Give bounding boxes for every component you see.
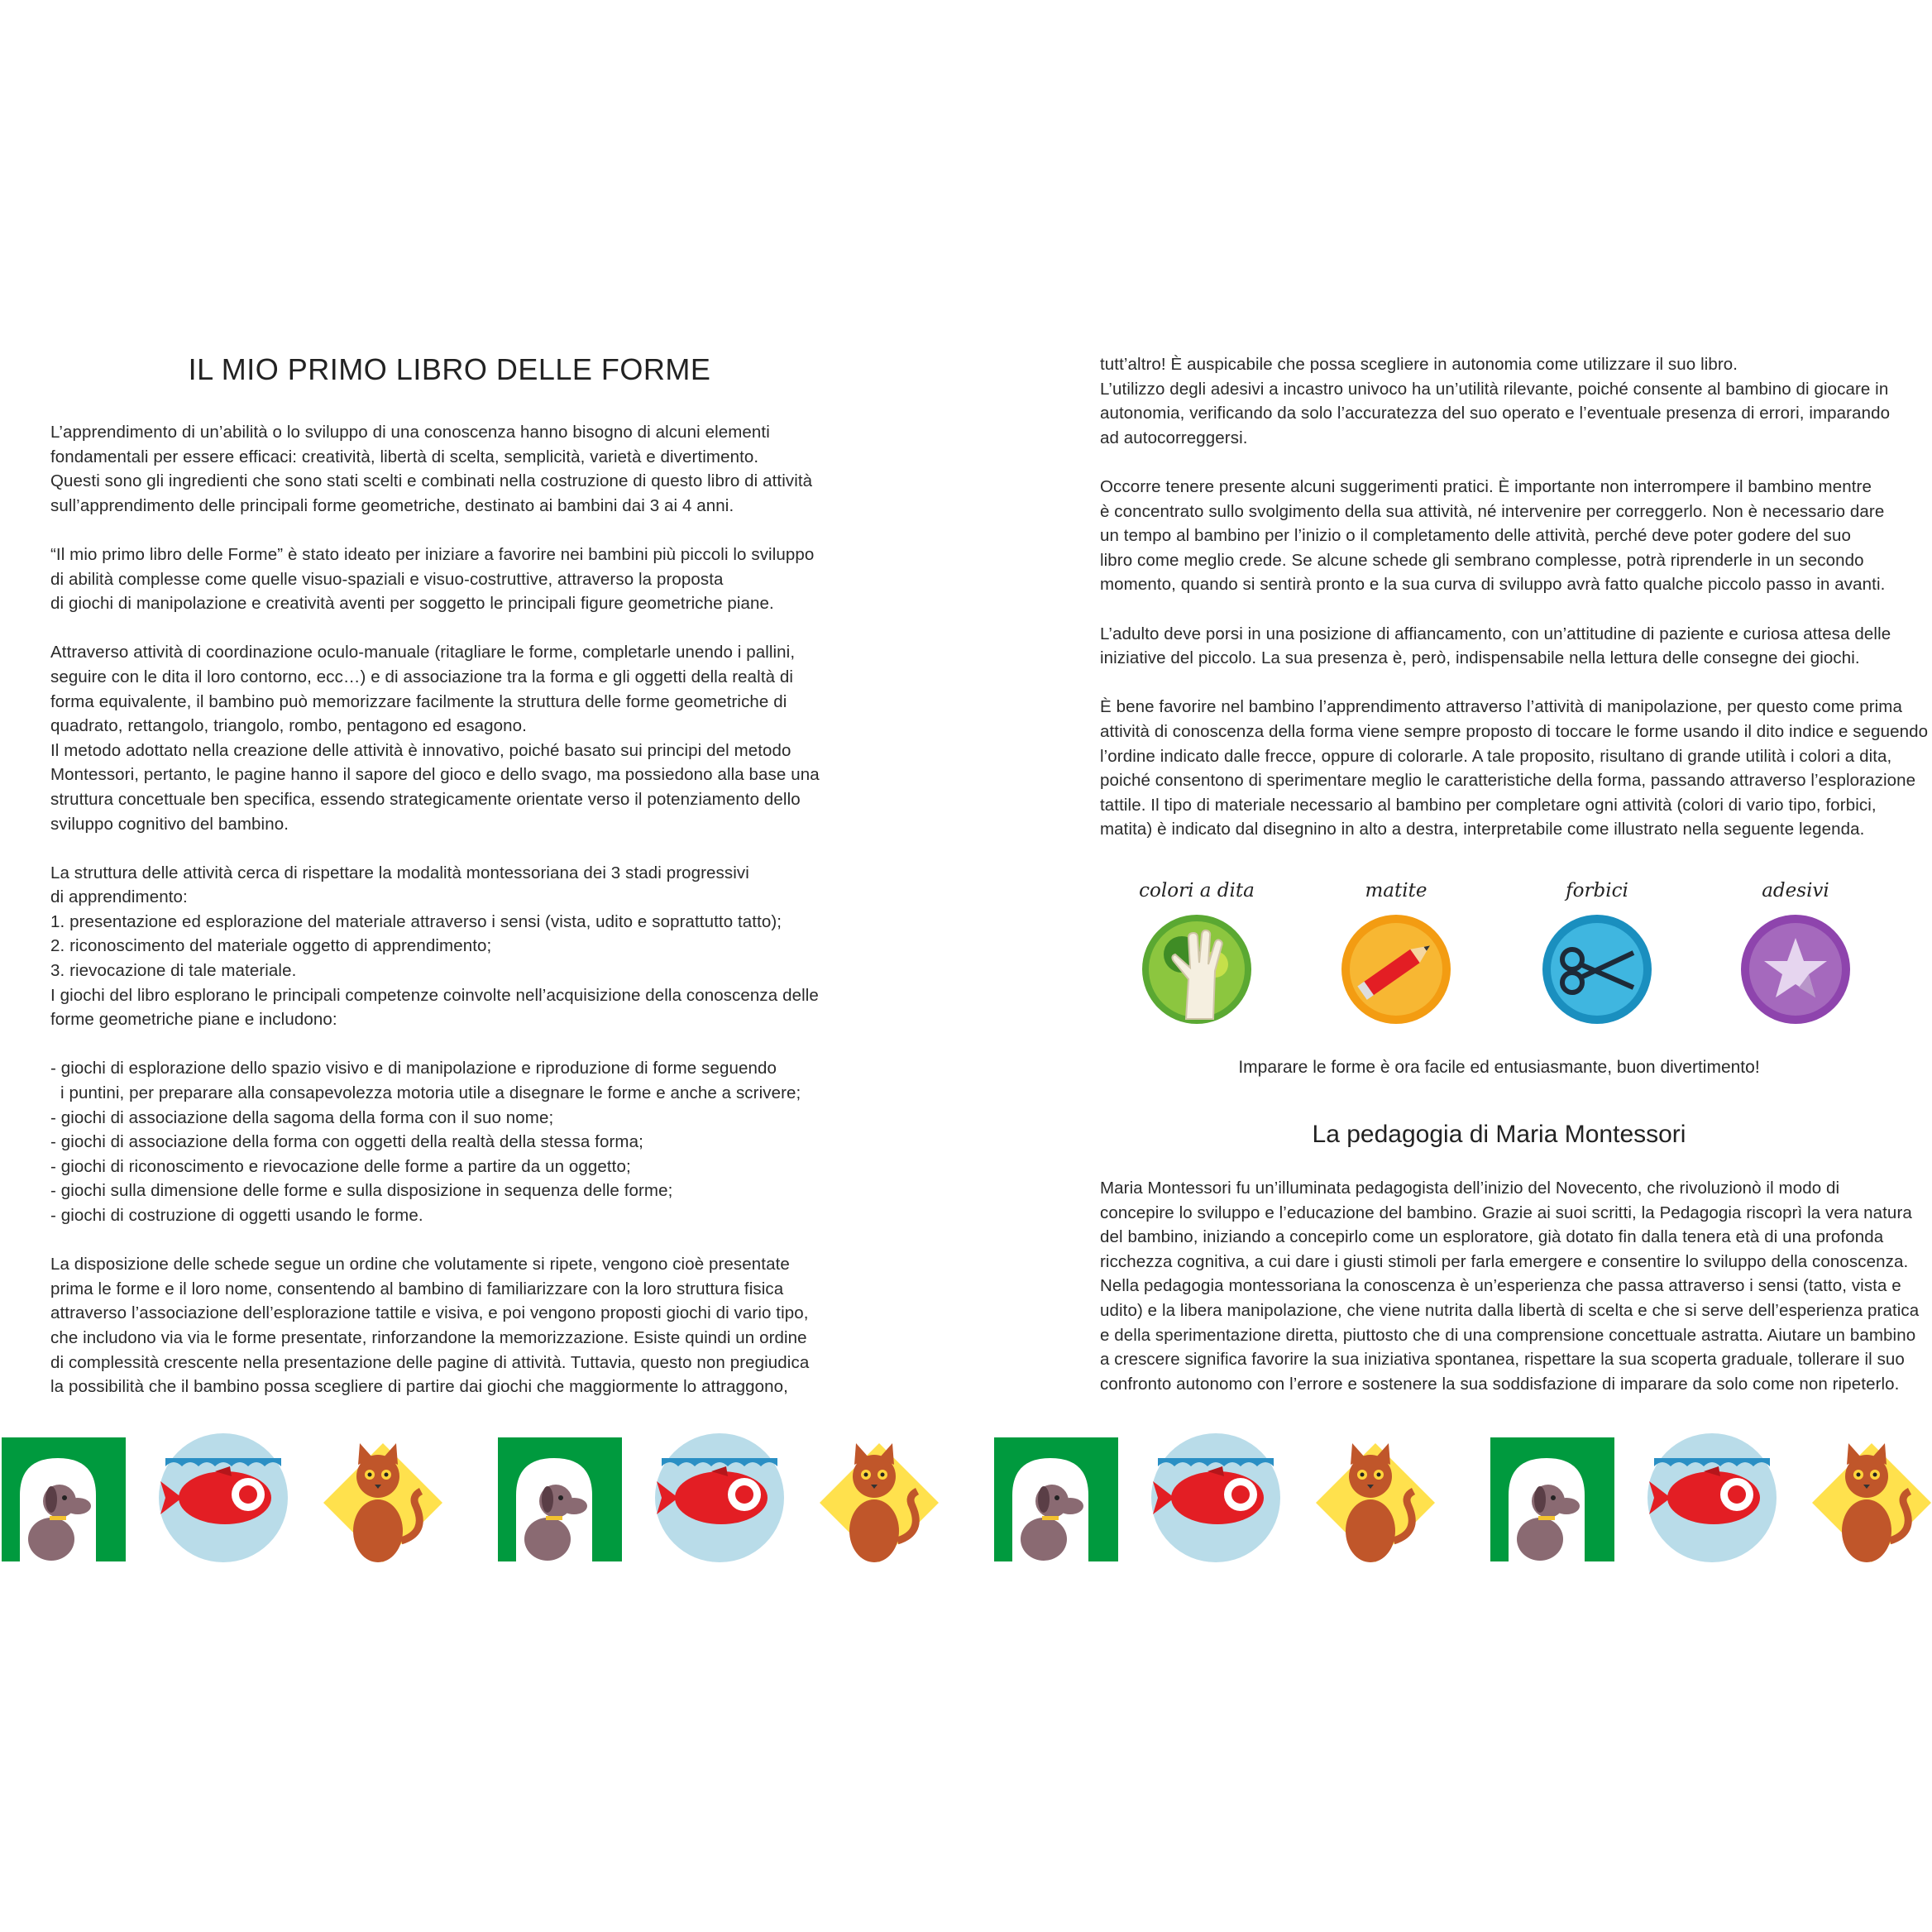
legend-item-pencils bbox=[1313, 877, 1479, 1026]
text-line: Nella pedagogia montessoriana la conoscenza è un’esperienza che passa attraverso i sensi (tatto, vista e bbox=[1100, 1276, 1901, 1296]
cat-icon bbox=[1316, 1443, 1435, 1562]
text-line: ricchezza cognitiva, a cui dare i giusti stimoli per farla emergere e consentire lo sviluppo della conoscenza. bbox=[1100, 1251, 1909, 1271]
legend-item-stickers bbox=[1713, 877, 1878, 1026]
text-line: di giochi di manipolazione e creatività aventi per soggetto le principali figure geometriche piane. bbox=[50, 594, 774, 614]
decorative-animal-band bbox=[0, 1433, 1932, 1562]
right-text-column bbox=[1100, 352, 1929, 842]
text-line: - giochi sulla dimensione delle forme e sulla disposizione in sequenza delle forme; bbox=[50, 1181, 673, 1201]
dog-icon bbox=[498, 1437, 622, 1561]
text-line: a crescere significa favorire la sua iniziativa spontanea, rispettare la sua scoperta graduale, tollerare il suo bbox=[1100, 1350, 1905, 1370]
paragraph-gap bbox=[50, 836, 844, 861]
text-line: fondamentali per essere efficaci: creatività, libertà di scelta, semplicità, varietà e divertimento. bbox=[50, 447, 759, 466]
paragraph-gap bbox=[50, 1228, 844, 1253]
text-line: che includono via via le forme presentate, rinforzandone la memorizzazione. Esiste quindi un ordine bbox=[50, 1327, 807, 1347]
text-line: autonomia, verificando da solo l’accuratezza del suo operato e l’eventuale presenza di errori, imparando bbox=[1100, 404, 1891, 423]
text-line: Questi sono gli ingredienti che sono stati scelti e combinati nella costruzione di questo libro di attività bbox=[50, 471, 813, 491]
montessori-text-column bbox=[1100, 1176, 1919, 1396]
text-line: momento, quando si sentirà pronto e la sua curva di sviluppo avrà fatto qualche piccolo passo in avanti. bbox=[1100, 575, 1886, 595]
text-line: libro come meglio crede. Se alcune schede gli sembrano complesse, potrà riprenderle in un secondo bbox=[1100, 550, 1864, 570]
text-line: prima le forme e il loro nome, consentendo al bambino di familiarizzare con la loro struttura fisica bbox=[50, 1279, 784, 1298]
text-line: attività di conoscenza della forma viene sempre proposto di toccare le forme usando il dito indice e seguendo bbox=[1100, 721, 1929, 741]
text-line: 2. riconoscimento del materiale oggetto di apprendimento; bbox=[50, 936, 492, 956]
text-line: udito) e la libera manipolazione, che viene nutrita dalla libertà di scelta e che si serve dell’esperienza pratica bbox=[1100, 1300, 1920, 1320]
closing-line: Imparare le forme è ora facile ed entusiasmante, buon divertimento! bbox=[1238, 1058, 1760, 1077]
scissors-icon bbox=[1541, 913, 1653, 1026]
fish-icon bbox=[1151, 1433, 1280, 1562]
text-line: confronto autonomo con l’errore e sostenere la sua soddisfazione di imparare da solo come non ripeterlo. bbox=[1100, 1374, 1900, 1394]
text-line: iniziative del piccolo. La sua presenza è, però, indispensabile nella lettura delle consegne dei giochi. bbox=[1100, 648, 1860, 668]
text-line: poiché consentono di sperimentare meglio le caratteristiche della forma, passando attraverso l’esplorazione bbox=[1100, 771, 1916, 791]
cat-icon bbox=[323, 1443, 442, 1562]
section-subtitle: La pedagogia di Maria Montessori bbox=[1312, 1121, 1686, 1148]
text-line: matita) è indicato dal disegnino in alto a destra, interpretabile come illustrato nella seguente legenda. bbox=[1100, 820, 1865, 839]
text-line: Occorre tenere presente alcuni suggerimenti pratici. È importante non interrompere il bambino mentre bbox=[1100, 476, 1872, 496]
dog-icon bbox=[1490, 1437, 1614, 1561]
legend-label: adesivi bbox=[1762, 880, 1829, 901]
text-line: l’ordine indicato dalle frecce, oppure di colorarle. A tale proposito, risultano di grande utilità i colori a dita, bbox=[1100, 746, 1892, 766]
cat-icon bbox=[820, 1443, 939, 1562]
text-line: struttura concettuale ben specifica, essendo strategicamente orientate verso il potenziamento dello bbox=[50, 789, 801, 809]
paragraph-gap bbox=[50, 518, 844, 543]
legend-label: matite bbox=[1365, 880, 1427, 901]
text-line: È bene favorire nel bambino l’apprendimento attraverso l’attività di manipolazione, per questo come prima bbox=[1100, 697, 1902, 717]
text-line: ad autocorreggersi. bbox=[1100, 428, 1248, 447]
text-line: forma equivalente, il bambino può memorizzare facilmente la struttura delle forme geometriche di bbox=[50, 691, 787, 711]
text-line: forme geometriche piane e includono: bbox=[50, 1010, 337, 1030]
text-line: L’adulto deve porsi in una posizione di affiancamento, con un’attitudine di paziente e curiosa attesa delle bbox=[1100, 624, 1891, 643]
text-line: un tempo al bambino per l’inizio o il completamento delle attività, perché deve poter godere del suo bbox=[1100, 526, 1851, 546]
text-line: quadrato, rettangolo, triangolo, rombo, pentagono ed esagono. bbox=[50, 716, 527, 736]
text-line: I giochi del libro esplorano le principali competenze coinvolte nell’acquisizione della conoscenza delle bbox=[50, 985, 819, 1005]
paragraph-gap bbox=[50, 1032, 844, 1057]
cat-icon bbox=[1812, 1443, 1931, 1562]
text-line: L’utilizzo degli adesivi a incastro univoco ha un’utilità rilevante, poiché consente al bambino di giocare in bbox=[1100, 379, 1889, 399]
materials-legend bbox=[1100, 877, 1910, 1034]
text-line: L’apprendimento di un’abilità o lo sviluppo di una conoscenza hanno bisogno di alcuni elementi bbox=[50, 423, 770, 442]
text-line: - giochi di riconoscimento e rievocazione delle forme a partire da un oggetto; bbox=[50, 1156, 631, 1176]
text-line: di apprendimento: bbox=[50, 887, 188, 907]
paragraph-gap bbox=[1100, 671, 1910, 696]
fish-icon bbox=[655, 1433, 784, 1562]
text-line: 3. rievocazione di tale materiale. bbox=[50, 961, 297, 981]
legend-label: colori a dita bbox=[1139, 880, 1255, 901]
sticker-icon bbox=[1739, 913, 1852, 1026]
dog-icon bbox=[2, 1437, 126, 1561]
text-line: - giochi di esplorazione dello spazio visivo e di manipolazione e riproduzione di forme seguendo bbox=[50, 1059, 777, 1078]
text-line: tattile. Il tipo di materiale necessario al bambino per completare ogni attività (colori di vario tipo, forbici, bbox=[1100, 795, 1877, 815]
text-line: la possibilità che il bambino possa scegliere di partire dai giochi che maggiormente lo attraggono, bbox=[50, 1377, 788, 1397]
text-line: - giochi di costruzione di oggetti usando le forme. bbox=[50, 1206, 423, 1225]
text-line: è concentrato sullo svolgimento della sua attività, né intervenire per correggerlo. Non è necessario dare bbox=[1100, 501, 1885, 521]
legend-item-finger-paint bbox=[1114, 877, 1279, 1026]
legend-label: forbici bbox=[1566, 880, 1628, 901]
text-line: del bambino, iniziando a concepirlo come un esploratore, già dotato fin dalla tenera età di una profonda bbox=[1100, 1227, 1884, 1247]
text-line: concepire lo sviluppo e l’educazione del bambino. Grazie ai suoi scritti, la Pedagogia riscoprì la vera natura bbox=[1100, 1203, 1912, 1222]
text-line: Montessori, pertanto, le pagine hanno il sapore del gioco e dello svago, ma possiedono alla base una bbox=[50, 765, 820, 785]
text-line: di abilità complesse come quelle visuo-spaziali e visuo-costruttive, attraverso la proposta bbox=[50, 569, 724, 589]
paragraph-gap bbox=[50, 616, 844, 641]
text-line: e della sperimentazione diretta, piuttosto che di una comprensione concettuale astratta. Aiutare un bambino bbox=[1100, 1325, 1916, 1345]
text-line: - giochi di associazione della forma con oggetti della realtà della stessa forma; bbox=[50, 1132, 643, 1152]
text-line: sull’apprendimento delle principali forme geometriche, destinato ai bambini dai 3 ai 4 anni. bbox=[50, 495, 734, 515]
text-line: La disposizione delle schede segue un ordine che volutamente si ripete, vengono cioè presentate bbox=[50, 1255, 790, 1274]
fish-icon bbox=[1647, 1433, 1777, 1562]
paragraph-gap bbox=[1100, 597, 1910, 622]
text-line: attraverso l’associazione dell’esplorazione tattile e visiva, e poi vengono proposti giochi di vario tipo, bbox=[50, 1303, 809, 1323]
pencil-icon bbox=[1340, 913, 1452, 1026]
text-line: 1. presentazione ed esplorazione del materiale attraverso i sensi (vista, udito e soprattutto tatto); bbox=[50, 911, 782, 931]
paragraph-gap bbox=[1100, 450, 1910, 475]
finger-paint-icon bbox=[1141, 913, 1253, 1026]
text-line: La struttura delle attività cerca di rispettare la modalità montessoriana dei 3 stadi progressivi bbox=[50, 863, 749, 882]
text-line: - giochi di associazione della sagoma della forma con il suo nome; bbox=[50, 1107, 554, 1127]
text-line: tutt’altro! È auspicabile che possa scegliere in autonomia come utilizzare il suo libro. bbox=[1100, 355, 1738, 374]
text-line: di complessità crescente nella presentazione delle pagine di attività. Tuttavia, questo non pregiudica bbox=[50, 1352, 810, 1372]
legend-item-scissors bbox=[1514, 877, 1680, 1026]
text-line: “Il mio primo libro delle Forme” è stato ideato per iniziare a favorire nei bambini più piccoli lo sviluppo bbox=[50, 544, 815, 564]
fish-icon bbox=[159, 1433, 288, 1562]
text-line: Il metodo adottato nella creazione delle attività è innovativo, poiché basato sui principi del metodo bbox=[50, 740, 791, 760]
dog-icon bbox=[994, 1437, 1118, 1561]
text-line: seguire con le dita il loro contorno, ecc…) e di associazione tra la forma e gli oggetti della realtà di bbox=[50, 667, 794, 686]
text-line: sviluppo cognitivo del bambino. bbox=[50, 814, 289, 834]
text-line: i puntini, per preparare alla consapevolezza motoria utile a disegnare le forme e anche a scrivere; bbox=[60, 1083, 801, 1103]
left-text-column bbox=[50, 420, 844, 1399]
text-line: Attraverso attività di coordinazione oculo-manuale (ritagliare le forme, completarle unendo i pallini, bbox=[50, 643, 796, 662]
page-title: IL MIO PRIMO LIBRO DELLE FORME bbox=[188, 352, 711, 386]
text-line: Maria Montessori fu un’illuminata pedagogista dell’inizio del Novecento, che rivoluzionò il modo di bbox=[1100, 1179, 1840, 1198]
